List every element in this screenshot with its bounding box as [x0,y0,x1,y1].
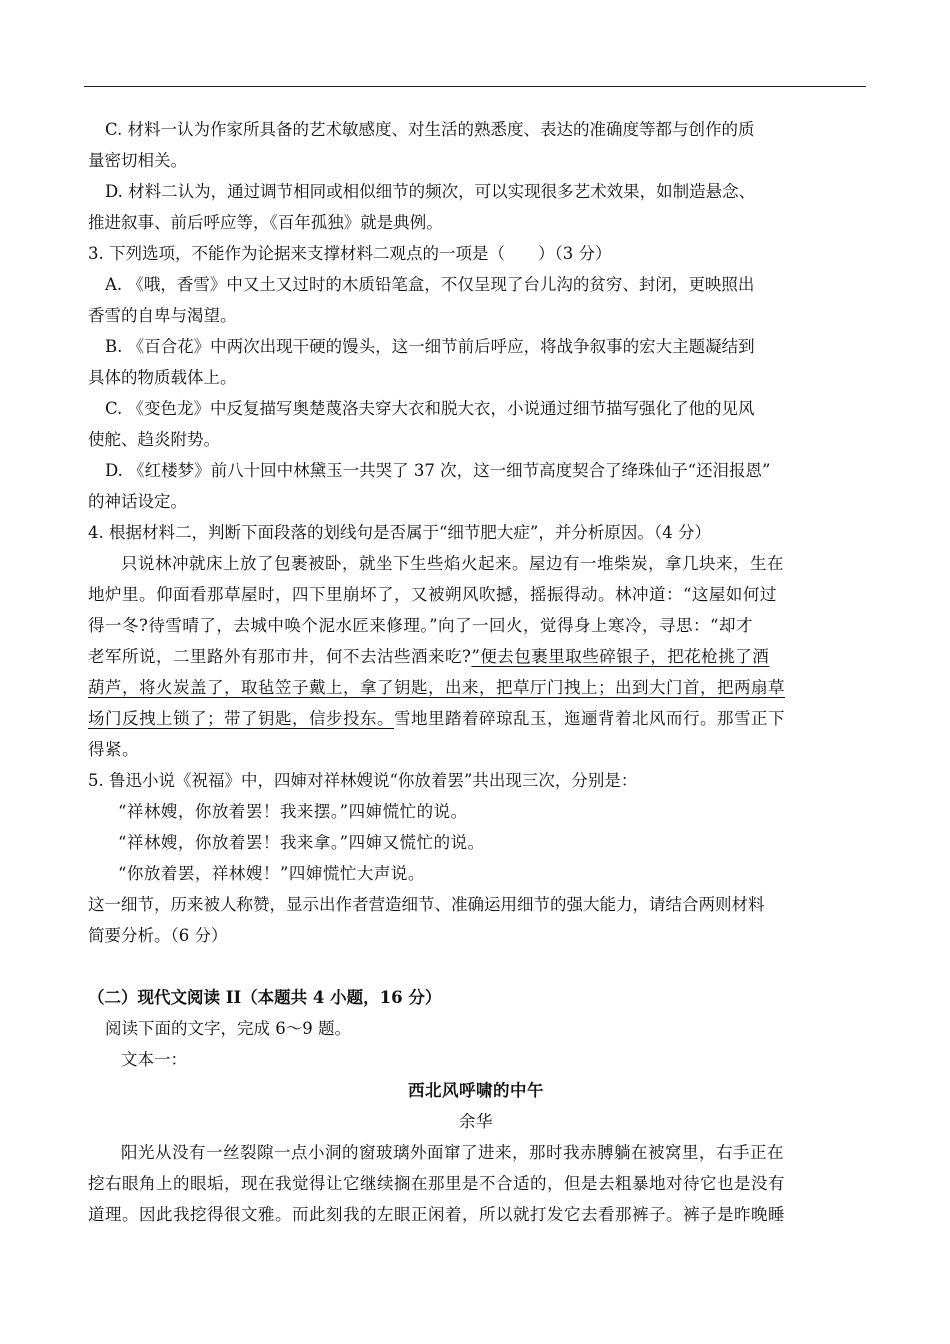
story-title: 西北风呼啸的中午 [408,1081,544,1100]
q5-quote-3: “你放着罢，祥林嫂！”四婶慌忙大声说。 [118,864,425,883]
q2-option-c-line2: 量密切相关。 [88,151,187,170]
q4-underlined-sentence-part2: 葫芦，将火炭盖了，取毡笠子戴上，拿了钥匙，出来，把草厅门拽上；出到大门首，把两扇草 [88,678,785,697]
q4-passage [88,548,864,765]
q5-ask-line2: 简要分析。（6 分） [88,926,228,945]
q3-option-d-line1: D. 《红楼梦》前八十回中林黛玉一共哭了 37 次，这一细节高度契合了绛珠仙子“还泪报恩” [105,461,771,480]
q5-ask-line1: 这一细节，历来被人称赞，显示出作者营造细节、准确运用细节的强大能力，请结合两则材料 [88,895,765,914]
section2-instruction: 阅读下面的文字，完成 6～9 题。 [105,1019,351,1038]
q4-line4-plain: 老军所说，二里路外有那市井，何不去沽些酒来吃? [88,647,472,666]
q4-passage-line7: 得紧。 [88,740,139,759]
q3-option-b-line1: B. 《百合花》中两次出现干硬的馒头，这一细节前后呼应，将战争叙事的宏大主题凝结到 [105,337,755,356]
q4-passage-line2: 地炉里。仰面看那草屋时，四下里崩坏了，又被朔风吹撼，摇振得动。林冲道：“这屋如何过 [88,585,777,604]
q2-option-d-line1: D. 材料二认为，通过调节相同或相似细节的频次，可以实现很多艺术效果，如制造悬念、 [105,182,756,201]
story-author: 余华 [459,1112,493,1131]
q3-option-a-line1: A. 《哦，香雪》中又土又过时的木质铅笔盒，不仅呈现了台儿沟的贫穷、封闭，更映照出 [105,275,755,294]
story-line3: 道理。因此我挖得很文雅。而此刻我的左眼正闲着，所以就打发它去看那裤子。裤子是昨晚睡 [88,1205,785,1224]
q3-option-a-line2: 香雪的自卑与渴望。 [88,306,237,325]
q5-stem: 5. 鲁迅小说《祝福》中，四婶对祥林嫂说“你放着罢”共出现三次，分别是： [88,771,638,790]
q3-stem: 3. 下列选项，不能作为论据来支撑材料二观点的一项是（ ）（3 分） [88,244,612,263]
q4-stem: 4. 根据材料二，判断下面段落的划线句是否属于“细节肥大症”，并分析原因。（4 分） [88,523,711,542]
q4-passage-line1: 只说林冲就床上放了包裹被卧，就坐下生些焰火起来。屋边有一堆柴炭，拿几块来，生在 [121,554,784,573]
q2-option-d-line2: 推进叙事、前后呼应等，《百年孤独》就是典例。 [88,213,443,232]
q2-option-c-line1: C. 材料一认为作家所具备的艺术敏感度、对生活的熟悉度、表达的准确度等都与创作的质 [105,120,755,139]
q3-option-c-line1: C. 《变色龙》中反复描写奥楚蔑洛夫穿大衣和脱大衣，小说通过细节描写强化了他的见风 [105,399,755,418]
q4-underlined-sentence-part3: 场门反拽上锁了；带了钥匙，信步投东。 [88,709,394,728]
story-body [88,1137,864,1230]
story-line1: 阳光从没有一丝裂隙一点小洞的窗玻璃外面窜了进来，那时我赤膊躺在被窝里，右手正在 [121,1143,784,1162]
exam-page [88,114,864,1230]
q4-passage-line3: 得一冬?待雪晴了，去城中唤个泥水匠来修理。”向了一回火，觉得身上寒冷，寻思：“却才 [88,616,753,635]
q4-passage-line5 [88,672,864,703]
text-one-label: 文本一： [121,1050,187,1069]
q4-line6-plain: 雪地里踏着碎琼乱玉，迤逦背着北风而行。那雪正下 [394,709,785,728]
q5-quote-1: “祥林嫂，你放着罢！我来摆。”四婶慌忙的说。 [118,802,468,821]
spacer [88,951,864,982]
q3-option-c-line2: 使舵、趋炎附势。 [88,430,220,449]
section2-heading: （二）现代文阅读 II（本题共 4 小题，16 分） [88,988,442,1007]
story-line2: 挖右眼角上的眼垢，现在我觉得让它继续搁在那里是不合适的，但是去粗暴地对待它也是没有 [88,1174,785,1193]
header-rule [84,86,866,87]
q3-option-b-line2: 具体的物质载体上。 [88,368,237,387]
q4-passage-line6 [88,703,864,734]
q4-passage-line4 [88,641,864,672]
q4-underlined-sentence-part1: ”便去包裹里取些碎银子，把花枪挑了酒 [471,647,770,666]
q5-quote-2: “祥林嫂，你放着罢！我来拿。”四婶又慌忙的说。 [118,833,485,852]
q3-option-d-line2: 的神话设定。 [88,492,187,511]
